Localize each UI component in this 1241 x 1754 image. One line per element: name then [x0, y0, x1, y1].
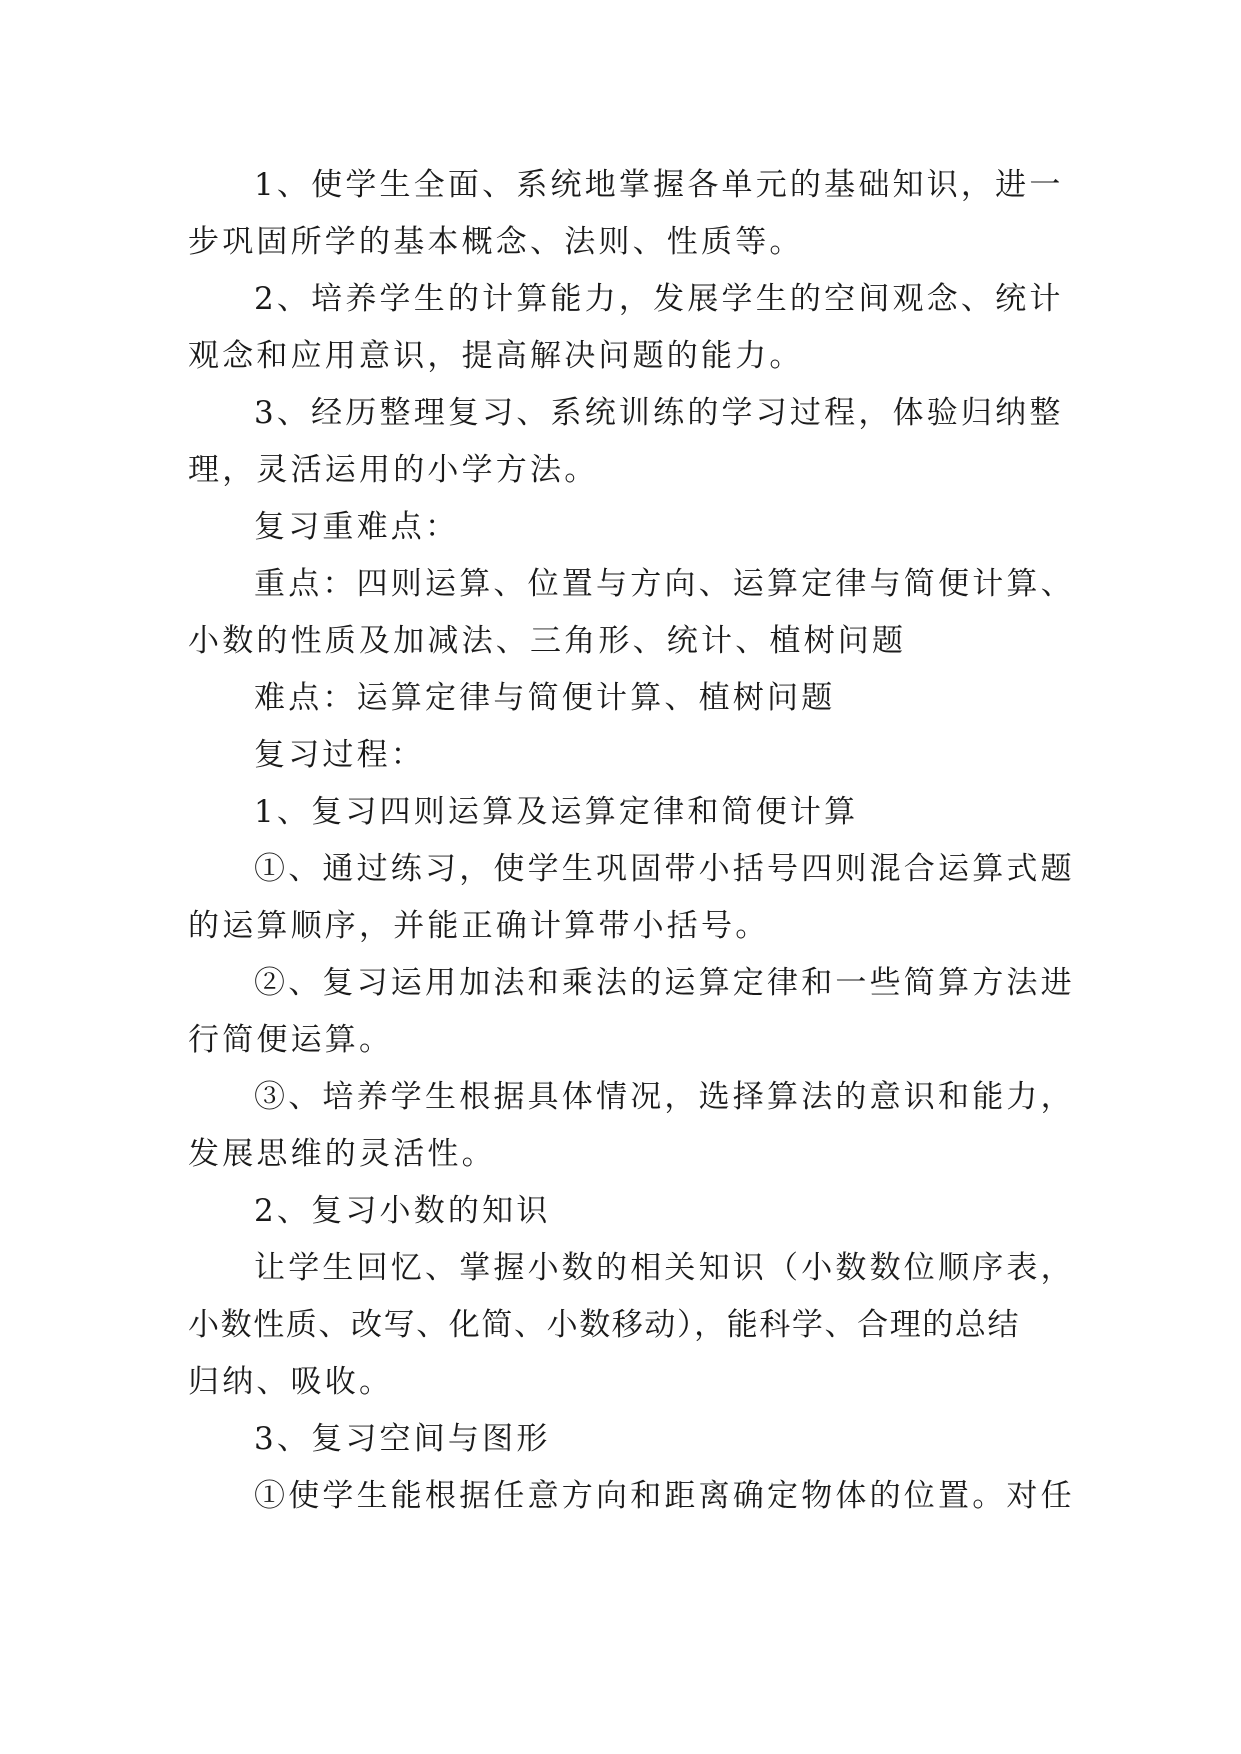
paragraph-line: 1、复习四则运算及运算定律和简便计算	[254, 794, 859, 830]
paragraph-line: 让学生回忆、掌握小数的相关知识（小数数位顺序表，	[254, 1250, 1075, 1286]
paragraph-line: 3、经历整理复习、系统训练的学习过程，体验归纳整	[254, 395, 1064, 431]
paragraph-line: 行简便运算。	[188, 1022, 394, 1058]
paragraph-line: ②、复习运用加法和乘法的运算定律和一些简算方法进	[254, 965, 1075, 1001]
paragraph-line: ①使学生能根据任意方向和距离确定物体的位置。对任	[254, 1478, 1075, 1514]
paragraph-line: 2、培养学生的计算能力，发展学生的空间观念、统计	[254, 281, 1064, 317]
paragraph-line: 步巩固所学的基本概念、法则、性质等。	[188, 224, 804, 260]
paragraph-line: 3、复习空间与图形	[254, 1421, 551, 1457]
paragraph-line: ①、通过练习，使学生巩固带小括号四则混合运算式题	[254, 851, 1075, 887]
paragraph-line: 的运算顺序，并能正确计算带小括号。	[188, 908, 770, 944]
paragraph-line: 发展思维的灵活性。	[188, 1136, 496, 1172]
paragraph-line: 小数性质、改写、化简、小数移动），能科学、合理的总结	[188, 1307, 1021, 1343]
paragraph-line: ③、培养学生根据具体情况，选择算法的意识和能力，	[254, 1079, 1075, 1115]
paragraph-line: 2、复习小数的知识	[254, 1193, 551, 1229]
paragraph-line: 归纳、吸收。	[188, 1364, 394, 1400]
paragraph-line: 1、使学生全面、系统地掌握各单元的基础知识，进一	[254, 167, 1064, 203]
paragraph-line: 重点：四则运算、位置与方向、运算定律与简便计算、	[254, 566, 1075, 602]
paragraph-line: 难点：运算定律与简便计算、植树问题	[254, 680, 836, 716]
paragraph-line: 观念和应用意识，提高解决问题的能力。	[188, 338, 804, 374]
paragraph-line: 小数的性质及加减法、三角形、统计、植树问题	[188, 623, 907, 659]
section-heading: 复习过程：	[254, 737, 425, 773]
section-heading: 复习重难点：	[254, 509, 460, 545]
paragraph-line: 理，灵活运用的小学方法。	[188, 452, 599, 488]
